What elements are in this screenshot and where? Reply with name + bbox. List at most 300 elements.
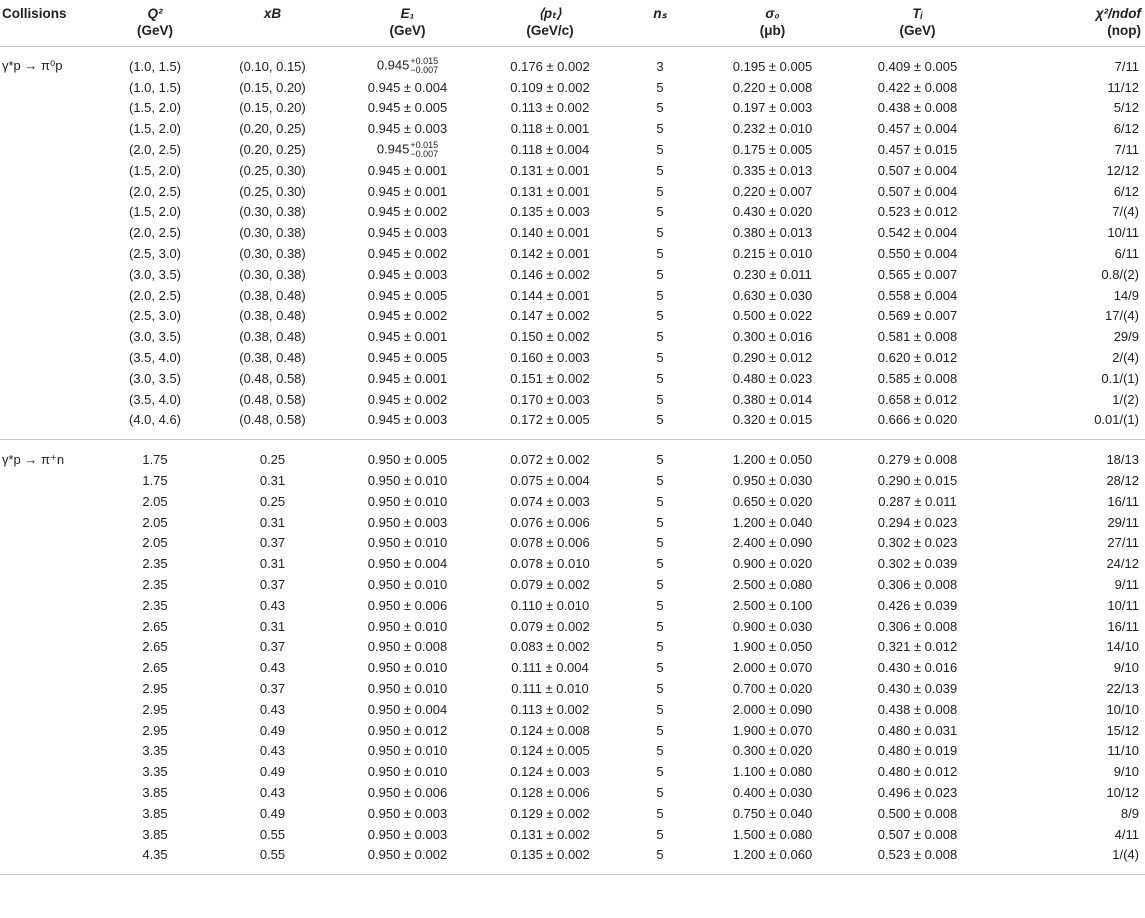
header-xb: xB [210, 0, 335, 47]
cell-ns: 5 [656, 452, 664, 468]
collision-label [0, 202, 100, 223]
collision-label [0, 368, 100, 389]
cell-chi: 10/12 [1106, 784, 1139, 800]
cell-e1: 0.950 ± 0.003 [367, 826, 448, 842]
cell-pt: 0.111 ± 0.010 [511, 681, 589, 696]
cell-q2: (4.0, 4.6) [128, 412, 182, 428]
table-row [0, 202, 1145, 223]
table-row [0, 741, 1145, 762]
cell-xb: (0.30, 0.38) [239, 204, 306, 220]
table-row [0, 368, 1145, 389]
cell-sigma: 0.400 ± 0.030 [732, 784, 813, 800]
cell-pt: 0.083 ± 0.002 [510, 639, 590, 655]
cell-ti: 0.430 ± 0.016 [877, 660, 958, 676]
collision-label [0, 782, 100, 803]
collision-label [0, 595, 100, 616]
cell-ti: 0.306 ± 0.008 [877, 618, 958, 634]
collision-label: γ*p → π⁰p [2, 58, 63, 74]
cell-chi: 27/11 [1107, 535, 1139, 551]
cell-ns: 5 [656, 701, 664, 717]
cell-sigma: 2.500 ± 0.100 [732, 597, 813, 613]
cell-pt: 0.151 ± 0.002 [510, 370, 590, 386]
cell-chi: 1/(4) [1112, 847, 1139, 863]
cell-ns: 5 [656, 514, 664, 530]
collision-label [0, 470, 100, 491]
cell-ti: 0.658 ± 0.012 [877, 391, 958, 407]
cell-xb: 0.49 [259, 722, 286, 738]
error-lower: −0.007 [410, 148, 439, 159]
cell-sigma: 0.335 ± 0.013 [732, 162, 813, 178]
cell-ti: 0.457 ± 0.015 [877, 142, 958, 158]
cell-sigma: 1.200 ± 0.060 [732, 847, 813, 863]
cell-q2: (2.0, 2.5) [128, 287, 182, 303]
group-spacer [0, 865, 1145, 875]
cell-ti: 0.565 ± 0.007 [877, 266, 958, 282]
cell-ti: 0.507 ± 0.008 [877, 826, 958, 842]
cell-e1: 0.950 ± 0.004 [367, 701, 448, 717]
cell-ns: 5 [656, 204, 664, 220]
collision-label [0, 491, 100, 512]
table-row [0, 139, 1145, 160]
collision-label [0, 389, 100, 410]
cell-xb: (0.15, 0.20) [239, 100, 306, 116]
cell-e1: 0.950 ± 0.012 [367, 722, 448, 738]
cell-e1 [335, 139, 480, 160]
cell-sigma: 0.430 ± 0.020 [732, 204, 813, 220]
cell-chi: 16/11 [1107, 493, 1139, 509]
cell-ns: 5 [656, 535, 664, 551]
collision-label [0, 181, 100, 202]
cell-sigma: 0.750 ± 0.040 [732, 805, 813, 821]
cell-e1: 0.950 ± 0.010 [367, 577, 448, 593]
cell-e1: 0.950 ± 0.010 [367, 764, 448, 780]
cell-sigma: 1.900 ± 0.070 [732, 722, 813, 738]
cell-ns: 5 [656, 784, 664, 800]
cell-pt: 0.140 ± 0.001 [510, 225, 590, 241]
cell-q2: 3.85 [142, 805, 168, 821]
cell-e1: 0.945 ± 0.002 [367, 391, 448, 407]
table-row [0, 181, 1145, 202]
cell-sigma: 1.500 ± 0.080 [732, 826, 813, 842]
cell-e1: 0.945 ± 0.005 [367, 350, 448, 366]
cell-q2: (1.5, 2.0) [128, 121, 182, 137]
cell-ti: 0.620 ± 0.012 [877, 350, 958, 366]
table-row [0, 720, 1145, 741]
cell-q2: 3.35 [142, 764, 168, 780]
cell-pt: 0.124 ± 0.003 [510, 764, 590, 780]
cell-ti: 0.550 ± 0.004 [877, 246, 958, 262]
cell-e1: 0.950 ± 0.003 [367, 514, 448, 530]
cell-e1: 0.950 ± 0.008 [367, 639, 448, 655]
cell-chi: 7/11 [1114, 58, 1139, 74]
cell-e1: 0.945 ± 0.003 [367, 225, 448, 241]
cell-pt: 0.176 ± 0.002 [510, 58, 590, 74]
header-q2: Q² (GeV) [100, 0, 210, 47]
cell-pt: 0.111 ± 0.004 [511, 660, 589, 676]
cell-e1: 0.945 ± 0.005 [367, 100, 448, 116]
cell-e1: 0.950 ± 0.005 [367, 452, 448, 468]
header-e1: E₁ (GeV) [335, 0, 480, 47]
cell-pt: 0.144 ± 0.001 [510, 287, 590, 303]
collision-label [0, 410, 100, 431]
collision-label [0, 678, 100, 699]
cell-xb: 0.43 [259, 784, 286, 800]
header-ti: Tᵢ (GeV) [845, 0, 990, 47]
table-row [0, 637, 1145, 658]
cell-sigma: 0.900 ± 0.020 [732, 556, 813, 572]
cell-chi: 22/13 [1106, 681, 1139, 696]
collision-label [0, 306, 100, 327]
collision-label [0, 326, 100, 347]
cell-sigma: 0.220 ± 0.007 [732, 183, 813, 199]
cell-sigma: 0.950 ± 0.030 [732, 473, 813, 489]
cell-q2: (1.0, 1.5) [128, 58, 182, 74]
cell-xb: 0.43 [259, 743, 286, 759]
cell-pt: 0.118 ± 0.004 [510, 142, 590, 158]
cell-chi: 16/11 [1107, 618, 1139, 634]
cell-xb: 0.25 [259, 493, 286, 509]
e1-value: 0.945 [376, 57, 410, 73]
cell-pt: 0.150 ± 0.002 [510, 329, 590, 345]
cell-pt: 0.075 ± 0.004 [510, 473, 590, 489]
collision-label [0, 98, 100, 119]
cell-ti: 0.422 ± 0.008 [877, 79, 958, 95]
table-row [0, 824, 1145, 845]
cell-ns: 5 [656, 764, 664, 780]
cell-chi: 0.8/(2) [1101, 266, 1139, 282]
cell-pt: 0.131 ± 0.001 [510, 162, 590, 178]
cell-ti: 0.558 ± 0.004 [877, 287, 958, 303]
cell-e1: 0.945 ± 0.002 [367, 204, 448, 220]
cell-xb: (0.25, 0.30) [239, 162, 306, 178]
cell-ti: 0.321 ± 0.012 [877, 639, 958, 655]
cell-e1: 0.945 ± 0.001 [367, 329, 448, 345]
cell-ti: 0.569 ± 0.007 [877, 308, 958, 324]
table-row [0, 326, 1145, 347]
cell-sigma: 0.900 ± 0.030 [732, 618, 813, 634]
cell-ti: 0.287 ± 0.011 [878, 493, 957, 509]
cell-q2: (2.5, 3.0) [128, 308, 182, 324]
cell-e1: 0.950 ± 0.003 [367, 805, 448, 821]
table-row [0, 844, 1145, 865]
cell-pt: 0.124 ± 0.008 [510, 722, 590, 738]
cell-chi: 7/(4) [1112, 204, 1139, 220]
cell-pt: 0.124 ± 0.005 [510, 743, 590, 759]
cell-q2: 4.35 [142, 847, 168, 863]
cell-ns: 5 [656, 722, 664, 738]
cell-xb: 0.31 [259, 514, 286, 530]
cell-xb: (0.30, 0.38) [239, 225, 306, 241]
table-row [0, 118, 1145, 139]
cell-ti: 0.523 ± 0.008 [877, 847, 958, 863]
cell-chi: 9/10 [1113, 764, 1139, 780]
cell-ti: 0.279 ± 0.008 [877, 452, 958, 468]
cell-pt: 0.128 ± 0.006 [510, 784, 590, 800]
cell-xb: 0.37 [259, 577, 286, 593]
cell-chi: 15/12 [1106, 722, 1139, 738]
cell-sigma: 0.300 ± 0.020 [732, 743, 813, 759]
cell-sigma: 1.900 ± 0.050 [732, 639, 813, 655]
cell-sigma: 0.220 ± 0.008 [732, 79, 813, 95]
cell-ns: 5 [656, 639, 664, 655]
cell-ns: 5 [656, 660, 664, 676]
asymmetric-error [410, 141, 438, 159]
table-row [0, 803, 1145, 824]
collision-label [0, 844, 100, 865]
cell-pt: 0.135 ± 0.002 [510, 847, 590, 863]
cell-xb: 0.25 [259, 452, 286, 468]
cell-pt: 0.170 ± 0.003 [510, 391, 590, 407]
table-row [0, 160, 1145, 181]
cell-q2: (3.0, 3.5) [128, 329, 182, 345]
table-row [0, 699, 1145, 720]
cell-chi: 29/9 [1113, 329, 1139, 345]
cell-ns: 5 [656, 743, 664, 759]
cell-ti: 0.480 ± 0.019 [877, 743, 958, 759]
table-row [0, 595, 1145, 616]
asymmetric-error [410, 57, 438, 75]
table-row [0, 553, 1145, 574]
group-spacer [0, 47, 1145, 57]
cell-chi: 10/10 [1106, 701, 1139, 717]
cell-pt: 0.172 ± 0.005 [510, 412, 590, 428]
cell-ns: 5 [656, 847, 664, 863]
cell-e1: 0.950 ± 0.010 [367, 473, 448, 489]
cell-chi: 0.01/(1) [1094, 412, 1139, 428]
cell-q2: 1.75 [142, 452, 168, 468]
collision-label [0, 512, 100, 533]
cell-q2: 2.05 [142, 493, 168, 509]
cell-ns: 5 [656, 350, 664, 366]
cell-pt: 0.074 ± 0.003 [510, 493, 590, 509]
cell-ti: 0.294 ± 0.023 [877, 514, 958, 530]
cell-ti: 0.302 ± 0.023 [877, 535, 958, 551]
cell-sigma: 0.215 ± 0.010 [732, 246, 813, 262]
cell-ti: 0.542 ± 0.004 [877, 225, 958, 241]
cell-chi: 24/12 [1106, 556, 1139, 572]
cell-e1: 0.950 ± 0.010 [367, 660, 448, 676]
cell-xb: (0.15, 0.20) [239, 79, 306, 95]
cell-q2: 2.95 [142, 701, 168, 717]
cell-ns: 5 [656, 287, 664, 303]
cell-ti: 0.426 ± 0.039 [877, 597, 958, 613]
table-row [0, 574, 1145, 595]
cell-xb: (0.48, 0.58) [239, 391, 306, 407]
collision-label [0, 285, 100, 306]
cell-chi: 5/12 [1113, 100, 1139, 116]
cell-ti: 0.480 ± 0.031 [877, 722, 958, 738]
table-row [0, 761, 1145, 782]
cell-q2: (3.0, 3.5) [128, 370, 182, 386]
collision-label [0, 637, 100, 658]
cell-xb: (0.48, 0.58) [239, 412, 306, 428]
cell-e1: 0.945 ± 0.001 [367, 183, 448, 199]
cell-e1: 0.945 ± 0.001 [367, 370, 448, 386]
cell-q2: 2.95 [142, 722, 168, 738]
cell-xb: (0.20, 0.25) [239, 121, 306, 137]
cell-q2: 3.35 [142, 743, 168, 759]
cell-q2: (1.5, 2.0) [128, 100, 182, 116]
cell-ns: 5 [656, 493, 664, 509]
cell-e1: 0.950 ± 0.004 [367, 556, 448, 572]
e1-value: 0.945 [376, 141, 410, 157]
cell-q2: (1.0, 1.5) [128, 79, 182, 95]
cell-ns: 5 [656, 329, 664, 345]
collision-label [0, 533, 100, 554]
table-row [0, 449, 1145, 470]
cell-chi: 6/11 [1114, 246, 1139, 262]
cell-xb: (0.38, 0.48) [239, 308, 306, 324]
table-row [0, 389, 1145, 410]
cell-sigma: 0.195 ± 0.005 [732, 58, 813, 74]
collision-label [0, 222, 100, 243]
collision-label: γ*p → π⁺n [2, 451, 65, 467]
cell-sigma: 2.000 ± 0.070 [732, 660, 813, 676]
cell-chi: 29/11 [1107, 514, 1139, 530]
cell-q2: 2.35 [142, 577, 168, 593]
cell-sigma: 0.230 ± 0.011 [733, 266, 812, 282]
cell-pt: 0.078 ± 0.010 [510, 556, 590, 572]
table-row [0, 243, 1145, 264]
cell-q2: (3.0, 3.5) [128, 266, 182, 282]
table-row [0, 98, 1145, 119]
cell-chi: 6/12 [1113, 183, 1139, 199]
cell-chi: 18/13 [1106, 452, 1139, 468]
table-row [0, 410, 1145, 431]
cell-ns: 5 [656, 79, 664, 95]
collision-label [0, 347, 100, 368]
cell-e1: 0.950 ± 0.006 [367, 784, 448, 800]
cell-ns: 5 [656, 391, 664, 407]
cell-xb: 0.49 [259, 805, 286, 821]
cell-xb: 0.55 [259, 826, 286, 842]
cell-sigma: 1.200 ± 0.040 [732, 514, 813, 530]
cell-xb: (0.25, 0.30) [239, 183, 306, 199]
group-spacer [0, 430, 1145, 440]
cell-xb: 0.31 [259, 618, 286, 634]
group-pi0p [0, 47, 1145, 440]
cell-xb: 0.55 [259, 847, 286, 863]
cell-ns: 5 [656, 266, 664, 282]
cell-chi: 2/(4) [1112, 350, 1139, 366]
cell-chi: 11/12 [1107, 79, 1139, 95]
collision-label [0, 761, 100, 782]
cell-e1: 0.945 ± 0.003 [367, 121, 448, 137]
cell-ns: 5 [656, 473, 664, 489]
cell-pt: 0.113 ± 0.002 [510, 701, 590, 717]
cell-pt: 0.118 ± 0.001 [510, 121, 590, 137]
cell-ti: 0.290 ± 0.015 [877, 473, 958, 489]
cell-chi: 14/10 [1106, 639, 1139, 655]
cell-ns: 3 [656, 58, 664, 74]
cell-ns: 5 [656, 556, 664, 572]
cell-xb: 0.37 [259, 535, 286, 551]
cell-e1: 0.945 ± 0.002 [367, 246, 448, 262]
cell-ti: 0.500 ± 0.008 [877, 805, 958, 821]
cell-xb: (0.38, 0.48) [239, 350, 306, 366]
cell-ns: 5 [656, 577, 664, 593]
cell-sigma: 1.100 ± 0.080 [732, 764, 813, 780]
cell-e1: 0.950 ± 0.006 [367, 597, 448, 613]
cell-q2: 2.65 [142, 639, 168, 655]
error-upper: +0.015 [410, 139, 439, 150]
collision-label [0, 574, 100, 595]
cell-q2: (3.5, 4.0) [128, 391, 182, 407]
cell-e1: 0.950 ± 0.002 [367, 847, 448, 863]
cell-e1: 0.945 ± 0.001 [367, 162, 448, 178]
cell-q2: 2.65 [142, 618, 168, 634]
cell-xb: 0.37 [259, 639, 286, 655]
cell-ti: 0.306 ± 0.008 [877, 577, 958, 593]
cell-xb: (0.10, 0.15) [239, 58, 306, 74]
cell-xb: (0.30, 0.38) [239, 266, 306, 282]
cell-pt: 0.072 ± 0.002 [510, 452, 590, 468]
collision-label [0, 616, 100, 637]
cell-sigma: 0.197 ± 0.003 [732, 100, 813, 116]
cell-ti: 0.480 ± 0.012 [877, 764, 958, 780]
collision-label [0, 824, 100, 845]
cell-ti: 0.496 ± 0.023 [877, 784, 958, 800]
collision-label [0, 803, 100, 824]
cell-sigma: 0.232 ± 0.010 [732, 121, 813, 137]
cell-chi: 10/11 [1107, 597, 1139, 613]
cell-q2: (2.5, 3.0) [128, 246, 182, 262]
table-row [0, 512, 1145, 533]
cell-ns: 5 [656, 826, 664, 842]
header-sigma: σ₀ (μb) [700, 0, 845, 47]
table-row [0, 491, 1145, 512]
cell-pt: 0.146 ± 0.002 [510, 266, 590, 282]
cell-sigma: 0.700 ± 0.020 [732, 681, 813, 696]
cell-ti: 0.430 ± 0.039 [877, 681, 958, 696]
cell-q2: 1.75 [142, 473, 168, 489]
cell-sigma: 2.400 ± 0.090 [732, 535, 813, 551]
table-row [0, 470, 1145, 491]
collision-label [0, 160, 100, 181]
cell-ns: 5 [656, 805, 664, 821]
cell-ns: 5 [656, 100, 664, 116]
cell-q2: (3.5, 4.0) [128, 350, 182, 366]
cell-e1: 0.945 ± 0.003 [367, 266, 448, 282]
cell-xb: (0.20, 0.25) [239, 142, 306, 158]
cell-sigma: 0.650 ± 0.020 [732, 493, 813, 509]
header-chi2: χ²/ndof (nop) [990, 0, 1145, 47]
cell-ns: 5 [656, 162, 664, 178]
cell-q2: (1.5, 2.0) [128, 204, 182, 220]
table-row [0, 77, 1145, 98]
cell-ti: 0.507 ± 0.004 [877, 162, 958, 178]
table-row [0, 782, 1145, 803]
cell-chi: 10/11 [1107, 225, 1139, 241]
cell-ti: 0.585 ± 0.008 [877, 370, 958, 386]
table-row [0, 616, 1145, 637]
collision-label [0, 264, 100, 285]
cell-pt: 0.160 ± 0.003 [510, 350, 590, 366]
collision-label [0, 699, 100, 720]
cell-q2: (2.0, 2.5) [128, 183, 182, 199]
cell-sigma: 0.300 ± 0.016 [732, 329, 813, 345]
cell-e1: 0.950 ± 0.010 [367, 535, 448, 551]
cell-e1: 0.945 ± 0.002 [367, 308, 448, 324]
cell-pt: 0.131 ± 0.002 [510, 826, 590, 842]
cell-ns: 5 [656, 183, 664, 199]
cell-pt: 0.135 ± 0.003 [510, 204, 590, 220]
cell-pt: 0.079 ± 0.002 [510, 618, 590, 634]
table-row [0, 657, 1145, 678]
cell-pt: 0.076 ± 0.006 [510, 514, 590, 530]
cell-e1: 0.945 ± 0.004 [367, 79, 448, 95]
table-row [0, 285, 1145, 306]
